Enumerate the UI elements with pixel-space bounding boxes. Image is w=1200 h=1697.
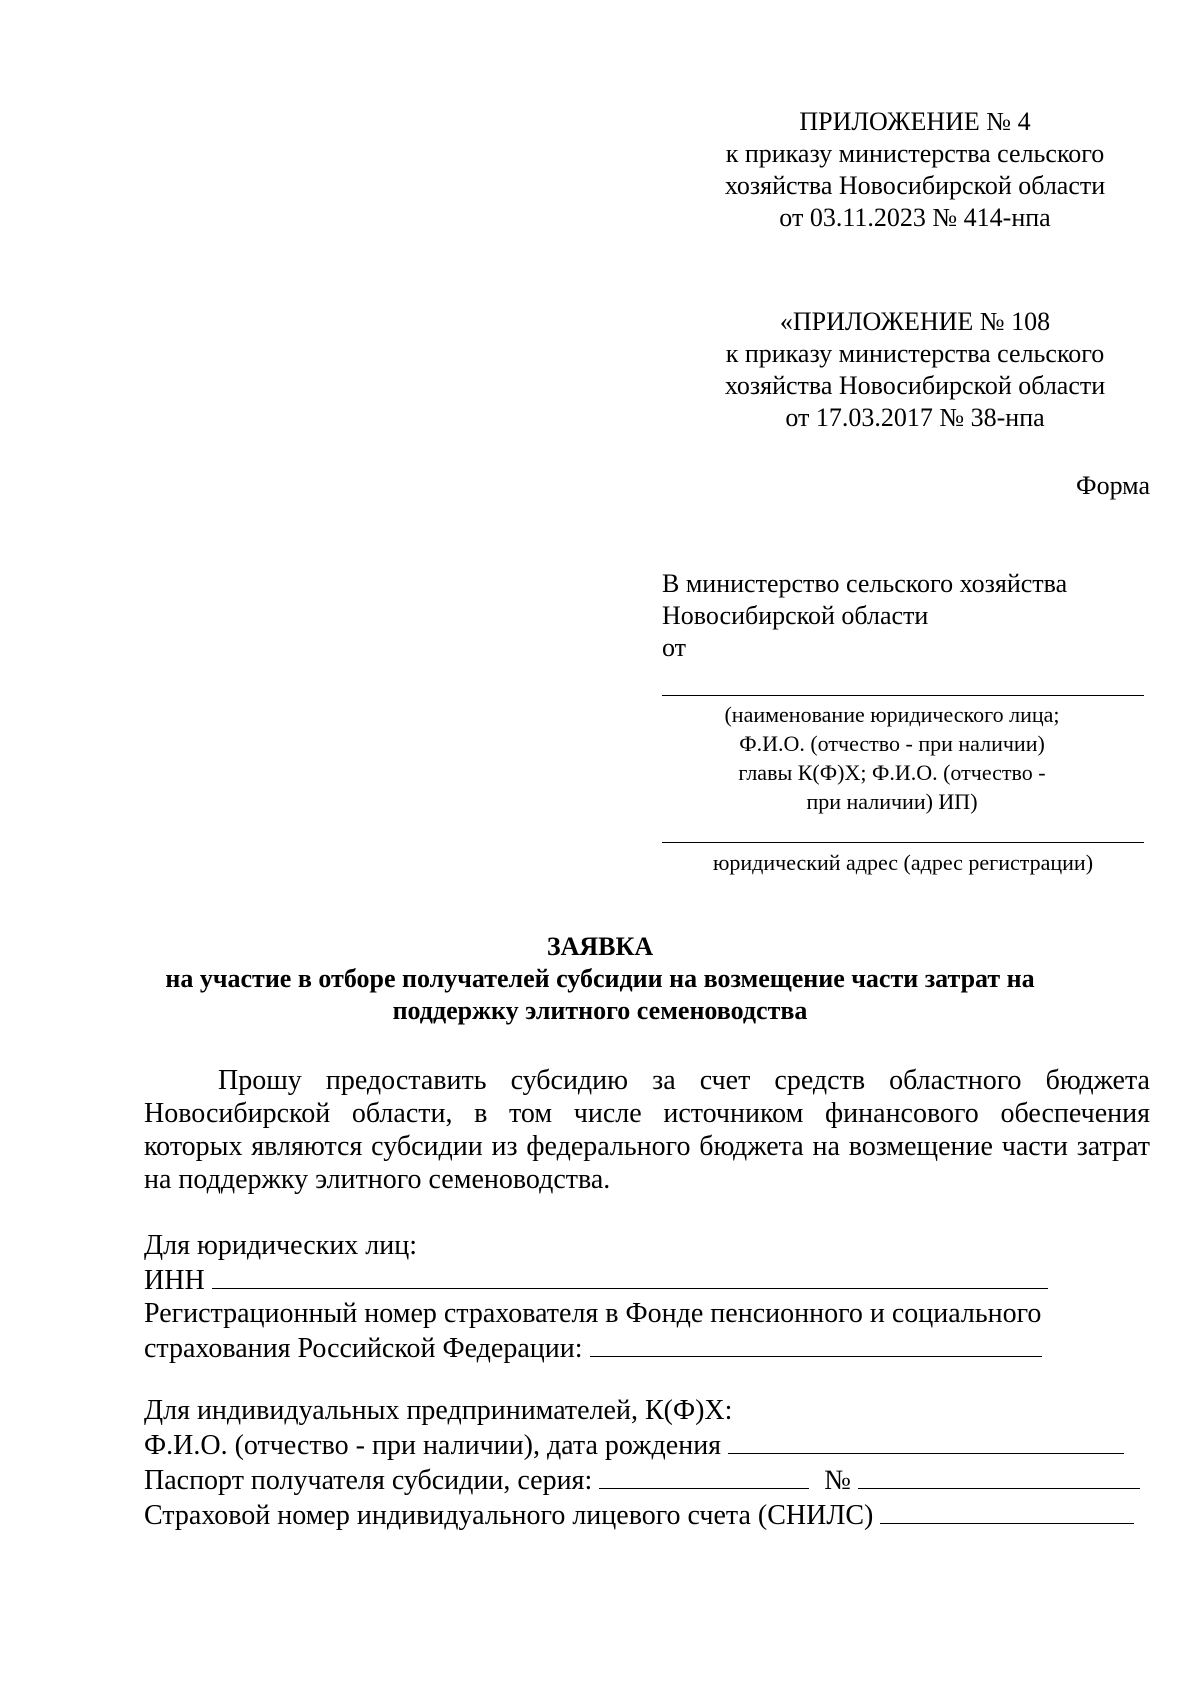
passport-label: Паспорт получателя субсидии, серия: xyxy=(144,1465,593,1496)
addressee-line2: Новосибирской области xyxy=(662,601,929,630)
heading-title: ЗАЯВКА xyxy=(546,932,654,961)
heading-sub2: поддержку элитного семеноводства xyxy=(392,996,808,1025)
individual-section xyxy=(144,1394,1150,1532)
passport-number-field[interactable] xyxy=(858,1462,1140,1489)
fio-field[interactable] xyxy=(728,1427,1124,1454)
snils-field[interactable] xyxy=(880,1497,1134,1524)
heading-sub1: на участие в отборе получателей субсидии на возмещение части затрат на xyxy=(165,964,1035,993)
addressee-line1: В министерство сельского хозяйства xyxy=(662,569,1068,598)
inn-label: ИНН xyxy=(144,1265,205,1296)
applicant-name-hint xyxy=(662,700,1122,816)
reg-number-line1: Регистрационный номер страхователя в Фонде пенсионного и социального xyxy=(144,1298,1042,1329)
appendix-4-line3: от 03.11.2023 № 414-нпа xyxy=(779,203,1051,232)
hint-line1: (наименование юридического лица; xyxy=(724,702,1060,727)
reg-number-field[interactable] xyxy=(590,1330,1042,1357)
appendix-108-line2: хозяйства Новосибирской области xyxy=(724,371,1106,400)
applicant-name-line[interactable] xyxy=(662,695,1144,696)
appendix-108-line3: от 17.03.2017 № 38-нпа xyxy=(785,403,1045,432)
appendix-4-line2: хозяйства Новосибирской области xyxy=(724,171,1106,200)
addressee-line3: от xyxy=(662,633,687,662)
appendix-4-title: ПРИЛОЖЕНИЕ № 4 xyxy=(799,107,1031,136)
fio-label: Ф.И.О. (отчество - при наличии), дата рождения xyxy=(144,1430,722,1461)
addressee xyxy=(662,568,1142,664)
application-heading xyxy=(100,931,1100,1027)
passport-series-field[interactable] xyxy=(599,1462,809,1489)
para-line4: на поддержку элитного семеноводства. xyxy=(144,1164,611,1195)
form-label: Форма xyxy=(1076,471,1150,500)
hint-line4: при наличии) ИП) xyxy=(806,789,978,814)
para-line2: Новосибирской области, в том числе источником финансового обеспечения xyxy=(144,1098,1150,1129)
snils-label: Страховой номер индивидуального лицевого счета (СНИЛС) xyxy=(144,1500,874,1531)
legal-label: Для юридических лиц: xyxy=(144,1230,418,1261)
inn-field[interactable] xyxy=(212,1262,1048,1289)
legal-section xyxy=(144,1229,1150,1365)
individual-label: Для индивидуальных предпринимателей, К(Ф)Х: xyxy=(144,1395,733,1426)
passport-number-label: № xyxy=(824,1465,851,1496)
hint-line3: главы К(Ф)Х; Ф.И.О. (отчество - xyxy=(738,760,1046,785)
appendix-108-line1: к приказу министерства сельского xyxy=(725,339,1105,368)
appendix-4-header xyxy=(690,106,1140,234)
para-line1: Прошу предоставить субсидию за счет средств областного бюджета xyxy=(218,1065,1150,1096)
appendix-108-title: «ПРИЛОЖЕНИЕ № 108 xyxy=(779,307,1051,336)
request-paragraph xyxy=(144,1064,1150,1196)
reg-number-label: страхования Российской Федерации: xyxy=(144,1333,583,1364)
appendix-4-line1: к приказу министерства сельского xyxy=(725,139,1105,168)
para-line3: которых являются субсидии из федерального бюджета на возмещение части затрат xyxy=(144,1131,1150,1162)
appendix-108-header xyxy=(690,306,1140,434)
legal-address-line[interactable] xyxy=(662,842,1144,843)
hint-line2: Ф.И.О. (отчество - при наличии) xyxy=(739,731,1045,756)
legal-address-hint: юридический адрес (адрес регистрации) xyxy=(712,850,1094,875)
